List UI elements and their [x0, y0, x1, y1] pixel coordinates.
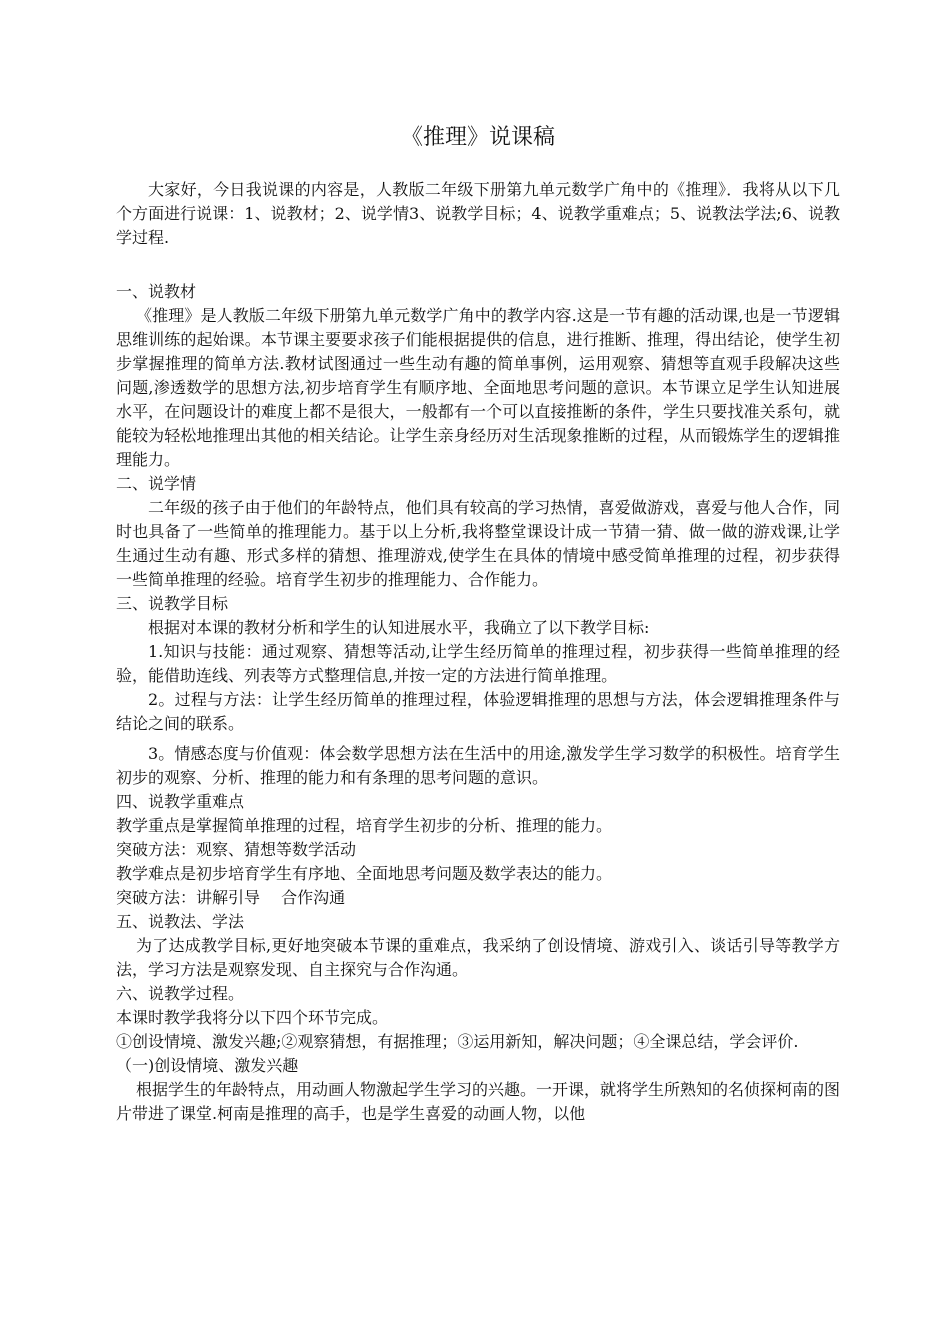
goal-knowledge-skills: 1.知识与技能：通过观察、猜想等活动,让学生经历简单的推理过程，初步获得一些简单推理的经验，能借助连线、列表等方式整理信息,并按一定的方法进行简单推理。 — [116, 642, 840, 685]
subsection-1-paragraph: 根据学生的年龄特点，用动画人物激起学生学习的兴趣。一开课，就将学生所熟知的名侦探柯南的图片带进了课堂.柯南是推理的高手，也是学生喜爱的动画人物，以他 — [116, 1080, 841, 1123]
subsection-1-heading: （一)创设情境、激发兴趣 — [116, 1056, 299, 1075]
key-point-method-line: 突破方法：观察、猜想等数学活动 — [116, 840, 357, 859]
key-point-line: 教学重点是掌握简单推理的过程，培育学生初步的分析、推理的能力。 — [116, 816, 613, 835]
section-6-steps: ①创设情境、激发兴趣;②观察猜想，有据推理；③运用新知，解决问题；④全课总结，学会评价. — [116, 1032, 799, 1051]
difficulty-line: 教学难点是初步培育学生有序地、全面地思考问题及数学表达的能力。 — [116, 864, 613, 883]
document-title: 《推理》说课稿 — [400, 125, 555, 150]
section-6-line-1: 本课时教学我将分以下四个环节完成。 — [116, 1008, 389, 1027]
intro-paragraph: 大家好，今日我说课的内容是，人教版二年级下册第九单元数学广角中的《推理》．我将从以下几个方面进行说课：1、说教材；2、说学情3、说教学目标；4、说教学重难点；5、说教法学法;6、说教学过程. — [116, 180, 840, 247]
document-page — [116, 118, 840, 1126]
section-5-heading: 五、说教法、学法 — [116, 912, 245, 931]
section-3-heading: 三、说教学目标 — [116, 594, 229, 613]
section-5-paragraph: 为了达成教学目标,更好地突破本节课的重难点，我采纳了创设情境、游戏引入、谈话引导等教学方法，学习方法是观察发现、自主探究与合作沟通。 — [116, 936, 840, 979]
goal-attitude-values: 3。情感态度与价值观：体会数学思想方法在生活中的用途,激发学生学习数学的积极性。培育学生初步的观察、分析、推理的能力和有条理的思考问题的意识。 — [116, 744, 840, 787]
goal-process-methods: 2。过程与方法：让学生经历简单的推理过程，体验逻辑推理的思想与方法，体会逻辑推理条件与结论之间的联系。 — [116, 690, 840, 733]
section-1-heading: 一、说教材 — [116, 282, 197, 301]
section-1-paragraph: 《推理》是人教版二年级下册第九单元数学广角中的教学内容.这是一节有趣的活动课,也是一节逻辑思维训练的起始课。本节课主要要求孩子们能根据提供的信息，进行推断、推理，得出结论，使学生初步掌握推理的简单方法.教材试图通过一些生动有趣的简单事例，运用观察、猜想等直观手段解决这些问题,渗透数学的思想方法,初步培育学生有顺序地、全面地思考问题的意识。本节课立足学生认知进展水平，在问题设计的难度上都不是很大，一般都有一个可以直接推断的条件，学生只要找准关系句，就能较为轻松地推理出其他的相关结论。让学生亲身经历对生活现象推断的过程，从而锻炼学生的逻辑推理能力。 — [116, 306, 840, 469]
section-4-heading: 四、说教学重难点 — [116, 792, 245, 811]
section-2-paragraph: 二年级的孩子由于他们的年龄特点，他们具有较高的学习热情，喜爱做游戏，喜爱与他人合作，同时也具备了一些简单的推理能力。基于以上分析,我将整堂课设计成一节猜一猜、做一做的游戏课,让学生通过生动有趣、形式多样的猜想、推理游戏,使学生在具体的情境中感受简单推理的过程，初步获得一些简单推理的经验。培育学生初步的推理能力、合作能力。 — [116, 498, 840, 589]
difficulty-method-line: 突破方法：讲解引导 合作沟通 — [116, 888, 346, 907]
section-6-heading: 六、说教学过程。 — [116, 984, 245, 1003]
section-2-heading: 二、说学情 — [116, 474, 197, 493]
section-3-intro: 根据对本课的教材分析和学生的认知进展水平，我确立了以下教学目标: — [148, 618, 650, 637]
